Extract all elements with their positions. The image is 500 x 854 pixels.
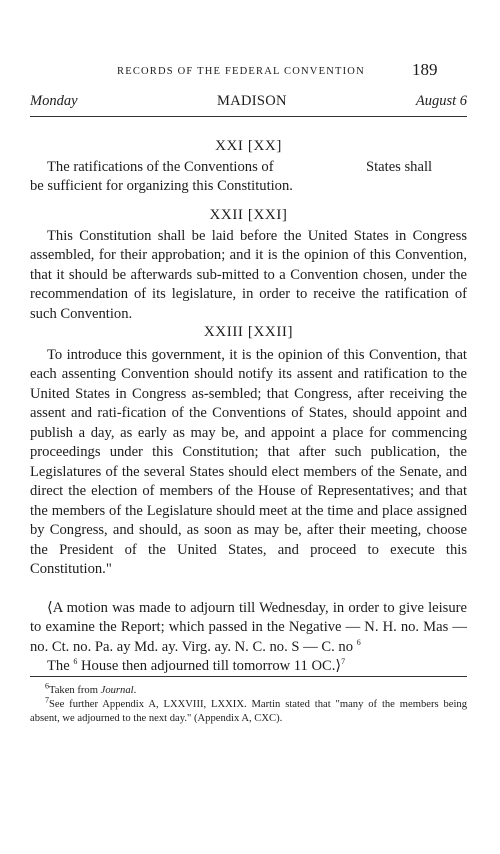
- footnote-rule: [30, 676, 467, 677]
- footnote-ref-6: 6: [356, 638, 361, 648]
- section-xxiii-paragraph: To introduce this government, it is the opinion of this Convention, that each assenting Convention should notify its assent and ratification to the United States in Congress as-sembled; that Congress, after receiving the assent and rati-fication of the Conventions of States, should appoint and publish a day, as early as may be, and appoint a place for commencing proceedings under this Constitution; that after such publication, the Legislatures of the several States should elect members of the Senate, and direct the election of members of the House of Representatives; and that the members of the Legislature should meet at the time and place assigned by Congress, and should, as soon as may be, after their meeting, choose the President of the United States, and proceed to execute this Constitution.": [30, 347, 467, 577]
- footnote-7-text: See further Appendix A, LXXVIII, LXXIX. Martin stated that "many of the members being absent, we adjourned to the next day." (Appendix A, CXC).: [30, 699, 467, 724]
- footnote-6-marker: 6: [45, 681, 49, 691]
- adjourn-pre: The: [47, 658, 70, 674]
- footnote-6-suffix: .: [133, 685, 137, 696]
- section-heading-xxii: XXII [XXI]: [209, 207, 288, 223]
- section-heading-xxi: XXI [XX]: [215, 138, 282, 154]
- section-xxi-line1-right: States shall: [366, 159, 433, 175]
- footnote-6: [30, 681, 467, 698]
- footnote-6-prefix: Taken from: [49, 685, 101, 696]
- section-xxi-line2: be sufficient for organizing this Constitution.: [30, 178, 293, 194]
- adjourn-text: House then adjourned till tomorrow 11 OC.⟩: [81, 658, 342, 674]
- footnote-6-italic: Journal: [100, 685, 134, 696]
- page-number: 189: [412, 60, 438, 79]
- motion-text: ⟨A motion was made to adjourn till Wednesday, in order to give leisure to examine the Report; which passed in the Negative — N. H. no. Mas — no. Ct. no. Pa. ay Md. ay. Virg. ay. N. C. no. S — C. no: [30, 600, 467, 655]
- meta-date: August 6: [415, 93, 467, 109]
- footnote-7: [30, 695, 467, 725]
- section-xxii-paragraph: This Constitution shall be laid before the United States in Congress assembled, for their approbation; and it is the opinion of this Convention, that it should be afterwards sub-mitted to a Convention chosen, under the recommendation of its legislature, in order to receive the ratification of such Convention.: [30, 228, 467, 322]
- section-xxi-line1-left: The ratifications of the Conventions of: [47, 159, 274, 175]
- running-title: RECORDS OF THE FEDERAL CONVENTION: [117, 66, 365, 77]
- footnote-7-marker: 7: [45, 695, 49, 705]
- adjourn-line: [47, 657, 345, 675]
- motion-paragraph: [30, 599, 467, 657]
- footnote-ref-6b: 6: [73, 657, 78, 667]
- header-rule: [30, 116, 467, 117]
- meta-day: Monday: [30, 93, 78, 109]
- footnote-ref-7: 7: [341, 657, 346, 667]
- meta-place: MADISON: [217, 93, 287, 109]
- section-heading-xxiii: XXIII [XXII]: [203, 324, 294, 340]
